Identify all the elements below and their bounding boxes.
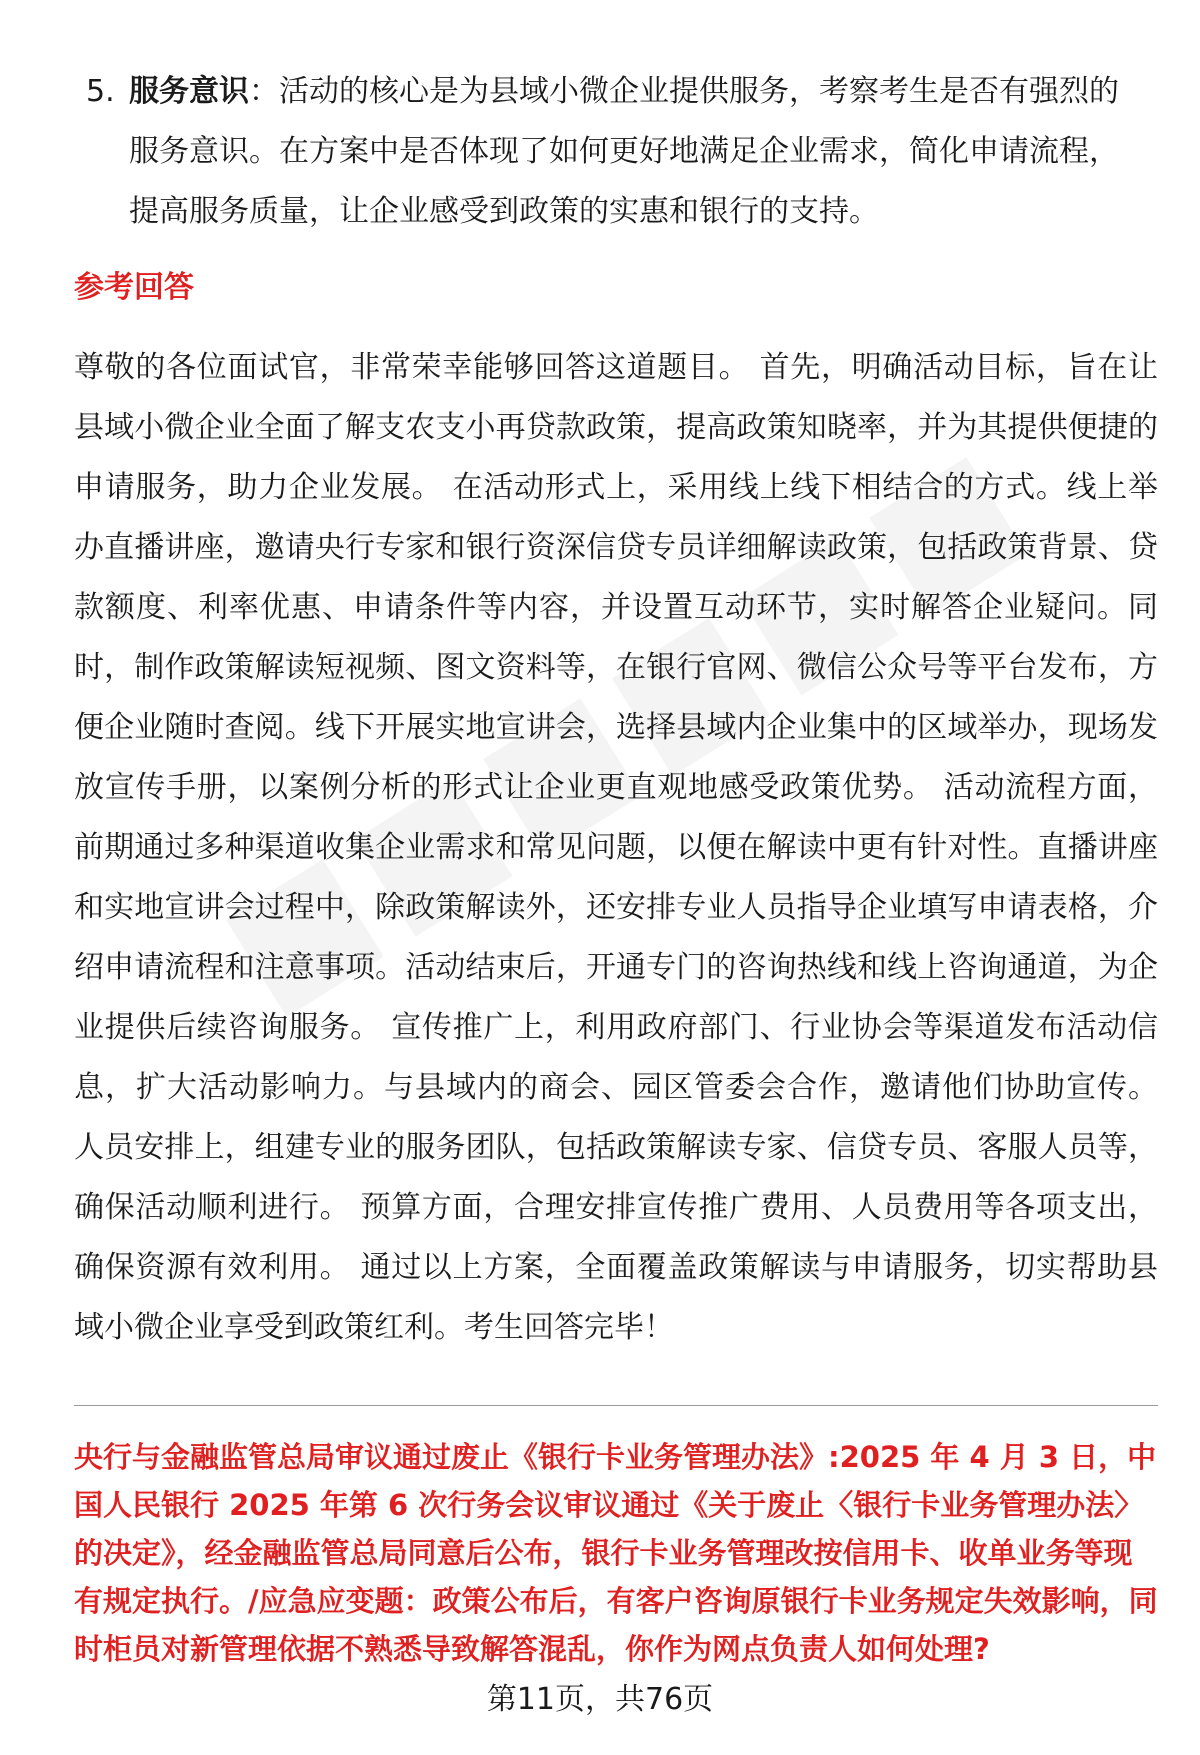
reference-answer-text: 尊敬的各位面试官，非常荣幸能够回答这道题目。 首先，明确活动目标，旨在让县域小微企业全面了解支农支小再贷款政策，提高政策知晓率，并为其提供便捷的申请服务，助力企业发展。 在活动形式上，采用线上线下相结合的方式。线上举办直播讲座，邀请央行专家和银行资深信贷专员详细解读政策，包括政策背景、贷款额度、利率优惠、申请条件等内容，并设置互动环节，实时解答企业疑问。同时，制作政策解读短视频、图文资料等，在银行官网、微信公众号等平台发布，方便企业随时查阅。线下开展实地宣讲会，选择县域内企业集中的区域举办，现场发放宣传手册，以案例分析的形式让企业更直观地感受政策优势。 活动流程方面，前期通过多种渠道收集企业需求和常见问题，以便在解读中更有针对性。直播讲座和实地宣讲会过程中，除政策解读外，还安排专业人员指导企业填写申请表格，介绍申请流程和注意事项。活动结束后，开通专门的咨询热线和线上咨询通道，为企业提供后续咨询服务。 宣传推广上，利用政府部门、行业协会等渠道发布活动信息，扩大活动影响力。与县域内的商会、园区管委会合作，邀请他们协助宣传。 人员安排上，组建专业的服务团队，包括政策解读专家、信贷专员、客服人员等，确保活动顺利进行。 预算方面，合理安排宣传推广费用、人员费用等各项支出，确保资源有效利用。 通过以上方案，全面覆盖政策解读与申请服务，切实帮助县域小微企业享受到政策红利。考生回答完毕！ [74,350,1158,1345]
scoring-criterion-item [86,62,1146,242]
criterion-text: 活动的核心是为县域小微企业提供服务，考察考生是否有强烈的服务意识。在方案中是否体现了如何更好地满足企业需求，简化申请流程，提高服务质量，让企业感受到政策的实惠和银行的支持。 [129,74,1119,229]
criterion-number: 5. [86,74,115,109]
criterion-colon: ： [249,74,279,109]
next-question-title: 央行与金融监管总局审议通过废止《银行卡业务管理办法》:2025 年 4 月 3 日，中国人民银行 2025 年第 6 次行务会议审议通过《关于废止〈银行卡业务管理办法〉的决定》，经金融监管总局同意后公布，银行卡业务管理改按信用卡、收单业务等现有规定执行。/应急应变题：政策公布后，有客户咨询原银行卡业务规定失效影响，同时柜员对新管理依据不熟悉导致解答混乱，你作为网点负责人如何处理? [74,1440,1158,1666]
criterion-term: 服务意识 [129,74,249,109]
criterion-body [129,62,1146,242]
section-divider [74,1405,1158,1406]
page-number: 第11页，共76页 [486,1682,714,1717]
reference-answer-heading: 参考回答 [74,270,194,305]
